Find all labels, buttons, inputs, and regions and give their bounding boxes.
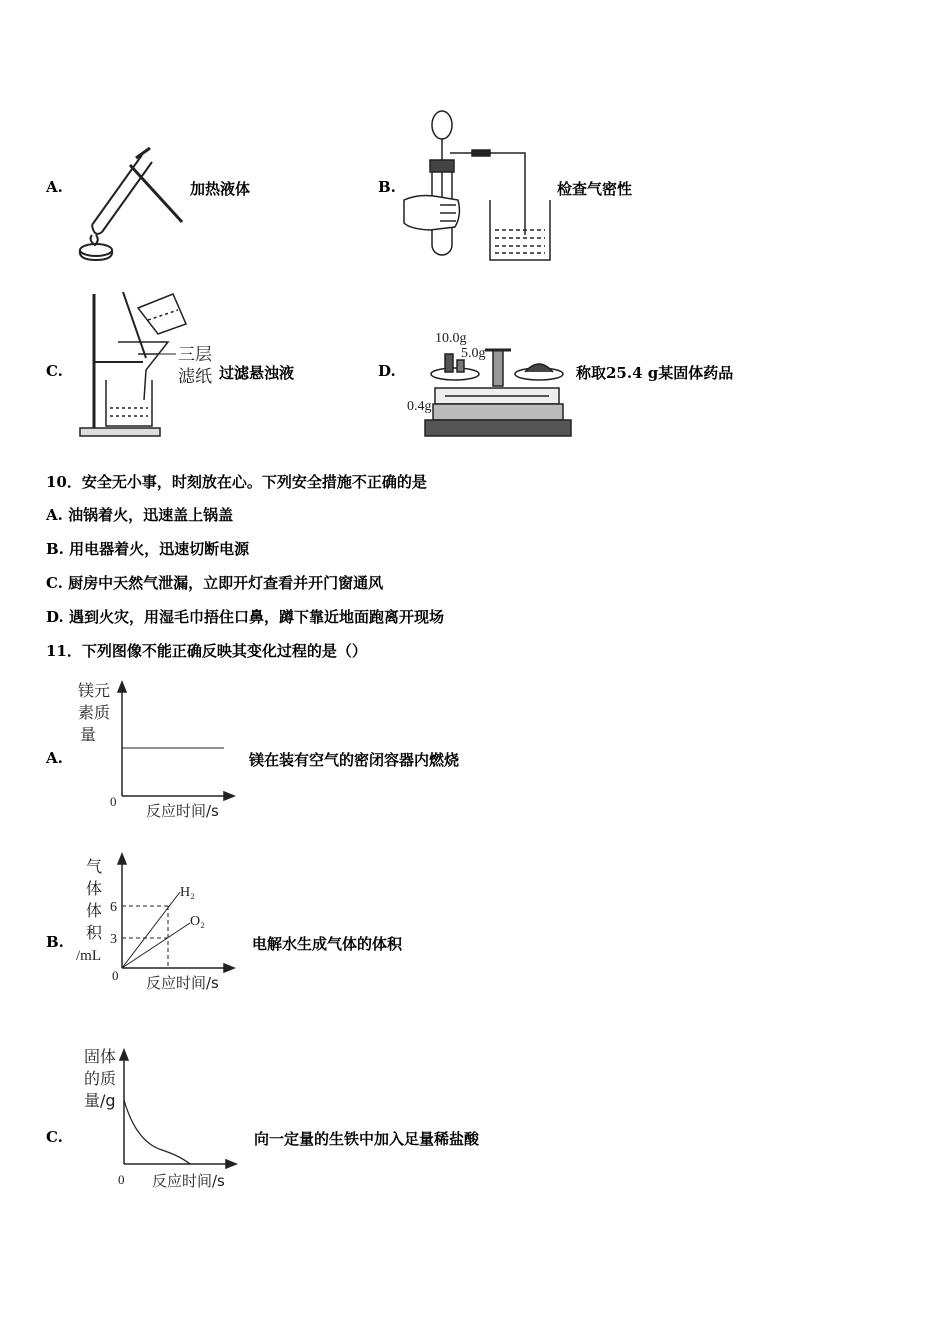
y-label-line1: 镁元 [78,681,111,700]
q11-stem: 11．下列图像不能正确反映其变化过程的是（） [46,642,367,660]
q11-option-c-letter[interactable]: C. [46,1128,63,1146]
q10-option-d-letter: D. [46,608,64,626]
y-label-line4: 积 [86,923,103,942]
filter-paper-label-line1: 三层 [178,345,212,365]
q10-option-c[interactable] [46,572,383,593]
q9-option-a-text: 加热液体 [190,180,251,198]
tick-3: 3 [110,932,117,947]
q9-option-d-letter[interactable]: D. [378,362,396,380]
h2-line [122,892,180,968]
series-label-o2: O₂ [190,914,205,929]
q11-option-a-letter[interactable]: A. [46,749,63,767]
q9-option-b-letter[interactable]: B. [378,178,396,196]
q10-option-d[interactable] [46,606,444,627]
x-label: 反应时间/s [146,802,219,820]
q10-option-b-letter: B. [46,540,64,558]
q10-option-a[interactable] [46,504,233,525]
y-label-line2: 素质 [78,703,111,722]
origin-label: 0 [118,1172,125,1187]
y-label-line1: 固体 [84,1047,117,1066]
origin-label: 0 [112,968,119,983]
decreasing-curve [124,1100,190,1164]
tick-6: 6 [110,900,117,915]
q9-option-c-text: 过滤悬浊液 [219,364,295,382]
q10-option-b-text: 用电器着火，迅速切断电源 [69,540,250,558]
x-label: 反应时间/s [146,974,219,992]
graph-solid-mass [72,1042,244,1192]
graph-magnesium-mass [72,676,242,824]
q9-option-a-letter[interactable]: A. [46,178,63,196]
q10-option-c-text: 厨房中天然气泄漏，立即开灯查看并开门窗通风 [68,574,384,592]
filtration-figure [78,290,220,440]
q11-option-a-text: 镁在装有空气的密闭容器内燃烧 [249,751,460,769]
series-label-h2: H₂ [180,885,195,900]
y-label-line3: 体 [86,901,103,920]
q10-option-a-letter: A. [46,506,63,524]
y-label-line5: /mL [76,948,101,964]
q9-option-d-text: 称取25.4 g某固体药品 [576,364,734,382]
balance-figure [405,322,575,442]
q10-option-c-letter: C. [46,574,63,592]
q11-option-b-letter[interactable]: B. [46,933,64,951]
q9-option-b-text: 检查气密性 [557,180,633,198]
q10-option-d-text: 遇到火灾，用湿毛巾捂住口鼻，蹲下靠近地面跑离开现场 [68,608,444,626]
q11-option-b-text: 电解水生成气体的体积 [252,935,403,953]
y-label-line3: 量/g [84,1091,116,1110]
x-label: 反应时间/s [152,1172,225,1190]
filter-paper-label-line2: 滤纸 [178,367,212,387]
q10-stem: 10．安全无小事，时刻放在心。下列安全措施不正确的是 [46,473,427,491]
q11-option-c-text: 向一定量的生铁中加入足量稀盐酸 [254,1130,480,1148]
weight-label-5g: 5.0g [461,346,486,361]
y-label-line2: 体 [86,879,103,898]
q10-option-a-text: 油锅着火，迅速盖上锅盖 [68,506,234,524]
graph-electrolysis-volume [72,848,242,996]
origin-label: 0 [110,794,117,809]
y-label-line3: 量 [80,725,97,744]
y-label-line2: 的质 [84,1069,117,1088]
heating-liquid-figure [70,140,190,265]
o2-line [122,923,190,968]
q9-option-c-letter[interactable]: C. [46,362,63,380]
airtightness-check-figure [400,105,560,265]
weight-label-10g: 10.0g [435,331,467,346]
rider-label-0-4g: 0.4g [407,399,432,414]
y-label-line1: 气 [86,857,103,876]
q10-option-b[interactable] [46,538,249,559]
